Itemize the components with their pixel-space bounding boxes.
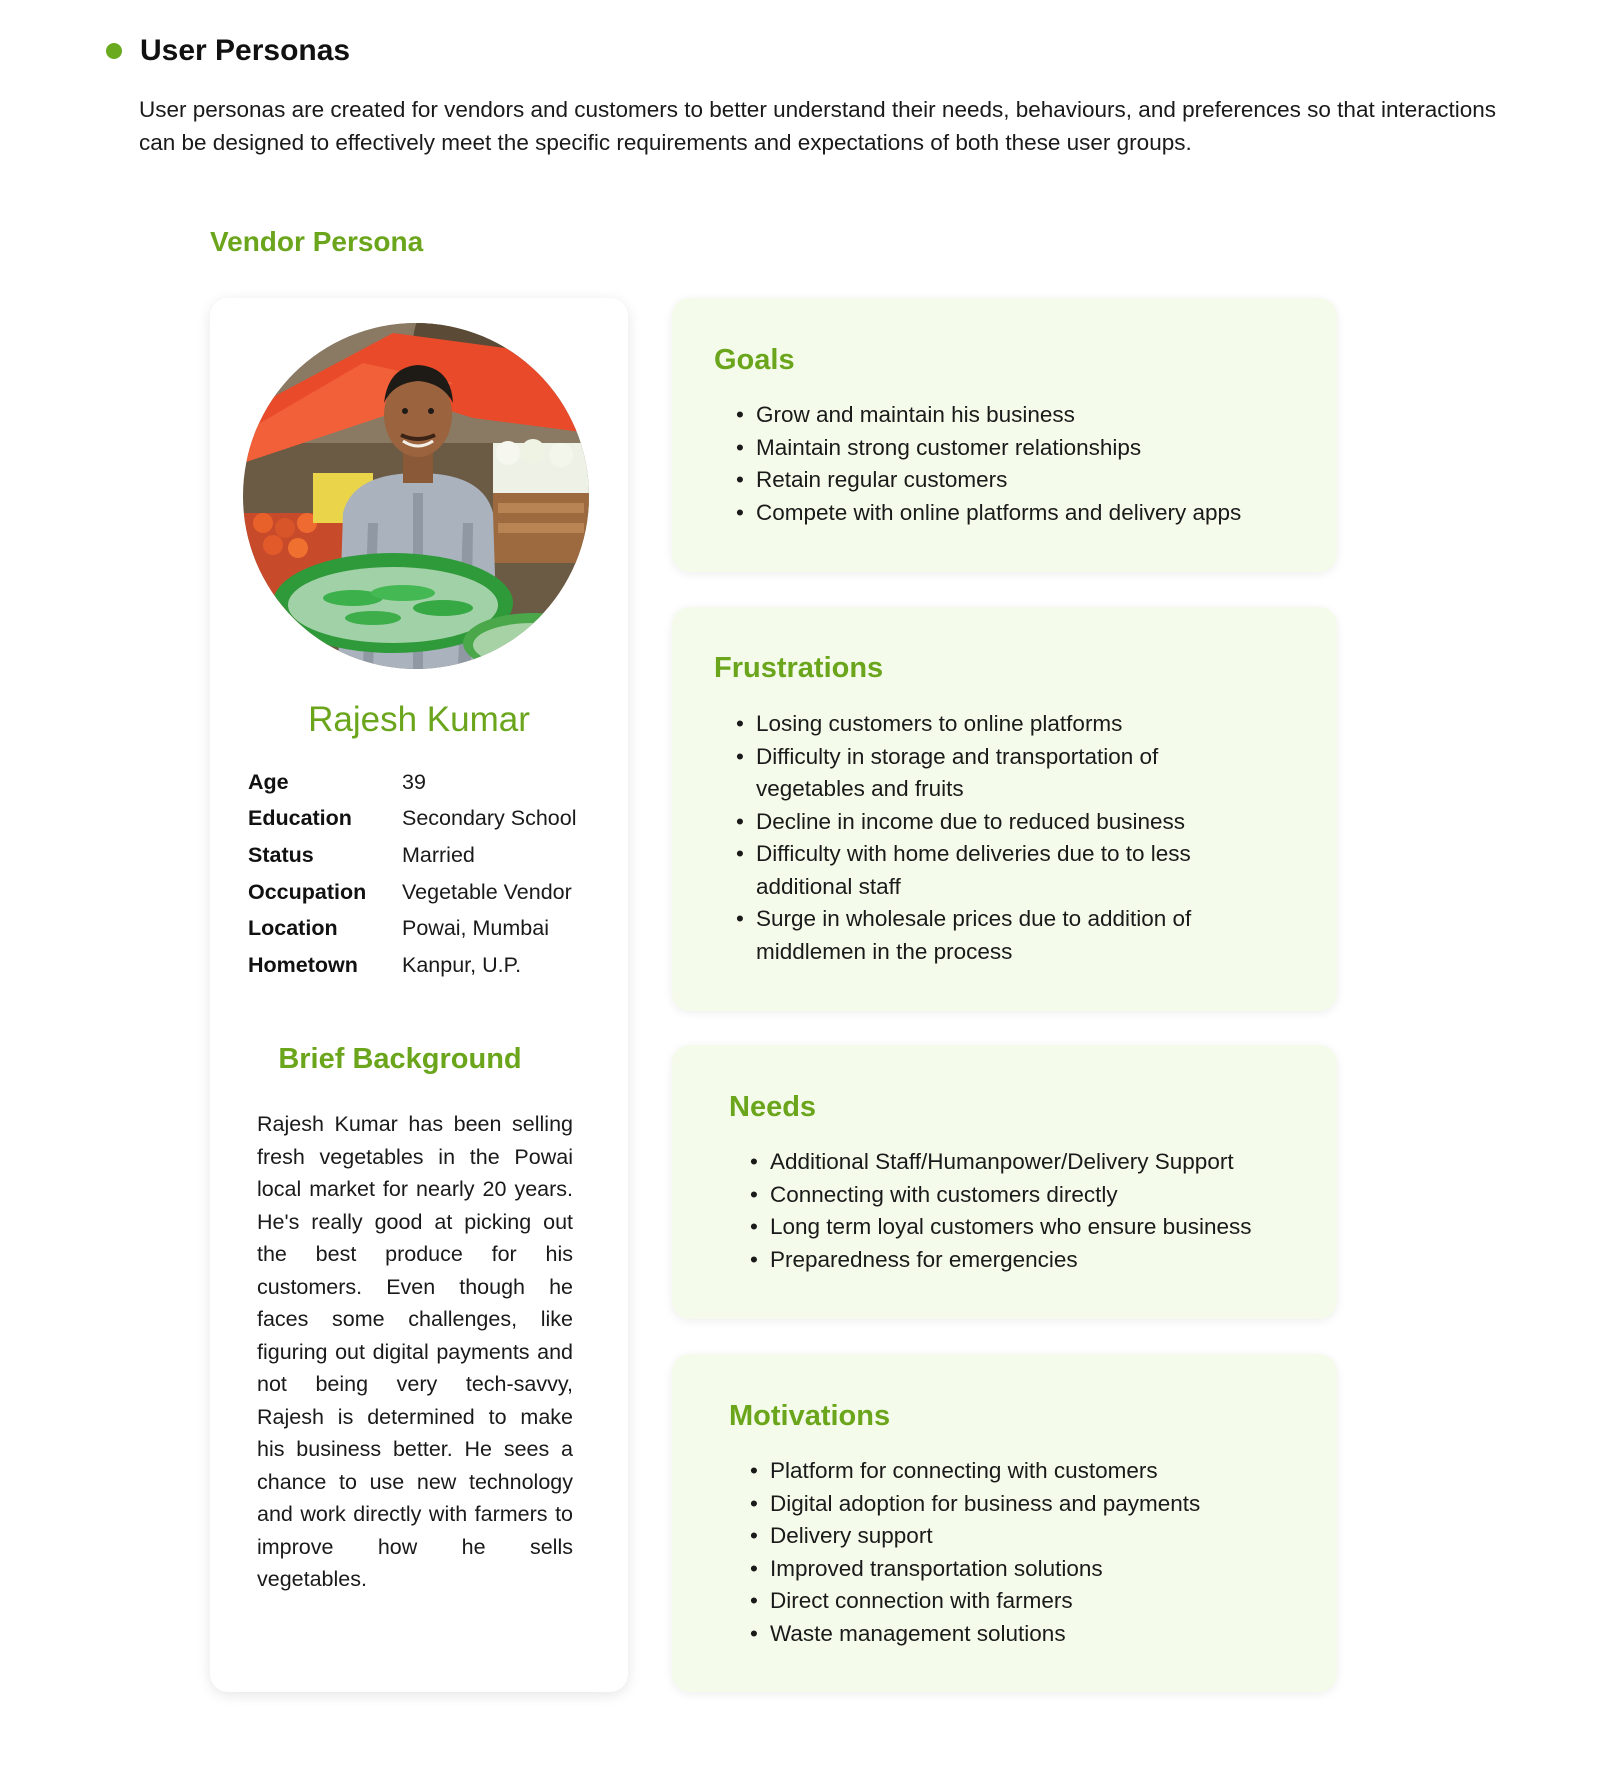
frustrations-box xyxy=(672,607,1337,1011)
persona-heading: Vendor Persona xyxy=(210,226,424,257)
motivations-list xyxy=(748,1455,1328,1650)
info-row-age xyxy=(248,764,577,801)
persona-info-table xyxy=(248,764,577,984)
info-row-occupation xyxy=(248,874,577,911)
list-item: • Connecting with customers directly xyxy=(748,1179,1328,1212)
list-item: • Waste management solutions xyxy=(748,1618,1328,1651)
section-header xyxy=(106,34,350,68)
background-heading: Brief Background xyxy=(278,1043,522,1075)
list-item: • Delivery support xyxy=(748,1520,1328,1553)
list-item: • Long term loyal customers who ensure business xyxy=(748,1211,1328,1244)
list-item: • Difficulty with home deliveries due to to less additional staff xyxy=(734,838,1234,903)
goals-list xyxy=(734,399,1324,529)
info-label: Occupation xyxy=(248,879,367,904)
list-item: • Difficulty in storage and transportation of vegetables and fruits xyxy=(734,741,1234,806)
list-item: • Direct connection with farmers xyxy=(748,1585,1328,1618)
needs-title: Needs xyxy=(729,1091,817,1123)
needs-box xyxy=(672,1045,1337,1319)
info-value: Kanpur, U.P. xyxy=(402,952,522,977)
info-value: 39 xyxy=(402,769,426,794)
info-row-hometown xyxy=(248,947,577,984)
persona-name: Rajesh Kumar xyxy=(308,700,530,739)
frustrations-list xyxy=(734,708,1234,968)
list-item: • Decline in income due to reduced business xyxy=(734,806,1234,839)
goals-title: Goals xyxy=(714,344,795,376)
list-item: • Compete with online platforms and delivery apps xyxy=(734,497,1324,530)
info-row-status xyxy=(248,837,577,874)
motivations-box xyxy=(672,1354,1337,1692)
list-item: • Losing customers to online platforms xyxy=(734,708,1234,741)
list-item: • Retain regular customers xyxy=(734,464,1324,497)
vendor-photo-icon xyxy=(243,323,589,669)
list-item: • Maintain strong customer relationships xyxy=(734,432,1324,465)
needs-list xyxy=(748,1146,1328,1276)
intro-paragraph: User personas are created for vendors and customers to better understand their needs, behaviours, and preferences so that interactions can be designed to effectively meet the specific requirements and expectations of both these user groups. xyxy=(139,97,1497,155)
info-label: Location xyxy=(248,916,338,941)
info-value: Secondary School xyxy=(402,806,577,831)
background-text: Rajesh Kumar has been selling fresh vegetables in the Powai local market for nearly 20 years. He's really good at picking out the best produce for his customers. Even though he faces some challenges, like figuring out digital payments and not being very tech-savvy, Rajesh is determined to make his business better. He sees a chance to use new technology and work directly with farmers to improve how he sells vegetables. xyxy=(257,1112,573,1591)
list-item: • Digital adoption for business and payments xyxy=(748,1488,1328,1521)
info-label: Status xyxy=(248,842,314,867)
list-item: • Platform for connecting with customers xyxy=(748,1455,1328,1488)
vendor-photo xyxy=(243,323,589,669)
info-label: Age xyxy=(248,769,289,794)
info-value: Vegetable Vendor xyxy=(402,879,572,904)
frustrations-title: Frustrations xyxy=(714,652,884,684)
section-title: User Personas xyxy=(140,34,351,67)
info-row-education xyxy=(248,801,577,838)
list-item: • Preparedness for emergencies xyxy=(748,1244,1328,1277)
info-label: Education xyxy=(248,806,352,831)
bullet-dot-icon xyxy=(106,43,122,59)
motivations-title: Motivations xyxy=(729,1400,891,1432)
list-item: • Grow and maintain his business xyxy=(734,399,1324,432)
list-item: • Improved transportation solutions xyxy=(748,1553,1328,1586)
goals-box xyxy=(672,298,1337,572)
list-item: • Additional Staff/Humanpower/Delivery Support xyxy=(748,1146,1328,1179)
profile-card xyxy=(210,298,628,1692)
info-row-location xyxy=(248,910,577,947)
info-label: Hometown xyxy=(248,952,358,977)
list-item: • Surge in wholesale prices due to addition of middlemen in the process xyxy=(734,903,1234,968)
info-value: Married xyxy=(402,842,475,867)
info-value: Powai, Mumbai xyxy=(402,916,549,941)
